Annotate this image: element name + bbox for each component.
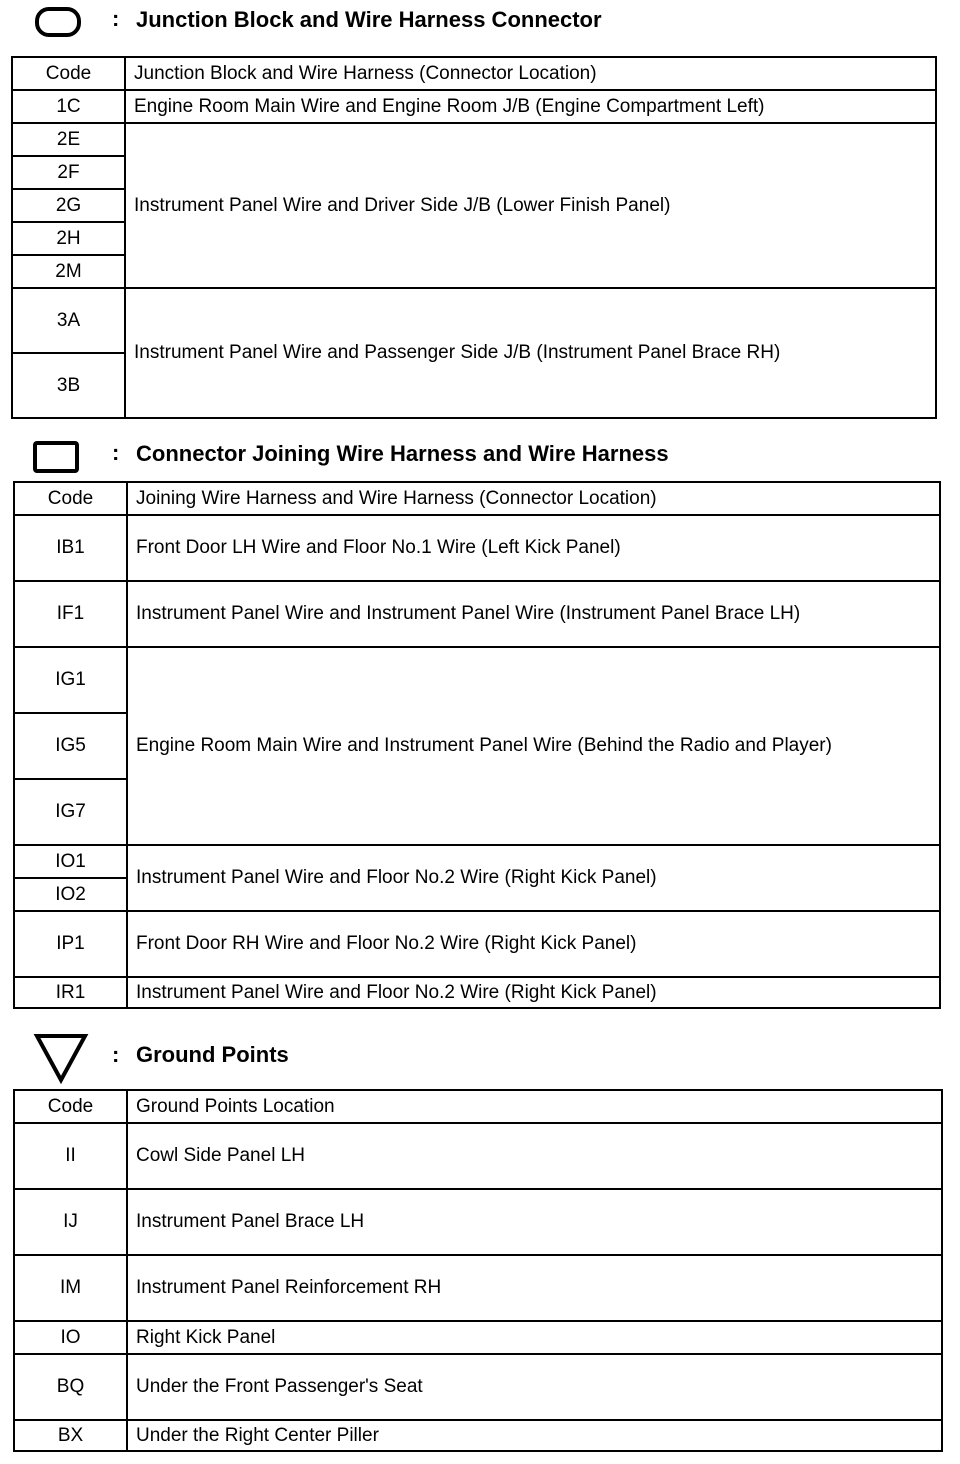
code-cell: IG1 bbox=[14, 647, 127, 713]
code-cell: 2H bbox=[12, 222, 125, 255]
ground-colon: : bbox=[112, 1042, 120, 1067]
code-cell: IO2 bbox=[14, 878, 127, 911]
table-header-row bbox=[12, 57, 936, 90]
table-row bbox=[14, 1321, 942, 1354]
location-cell: Instrument Panel Brace LH bbox=[127, 1189, 942, 1255]
location-cell: Right Kick Panel bbox=[127, 1321, 942, 1354]
location-cell: Front Door LH Wire and Floor No.1 Wire (Left Kick Panel) bbox=[127, 515, 940, 581]
connector-table bbox=[13, 481, 941, 1009]
code-cell: IM bbox=[14, 1255, 127, 1321]
table-row bbox=[14, 845, 940, 878]
location-cell: Under the Front Passenger's Seat bbox=[127, 1354, 942, 1420]
code-column-header: Code bbox=[14, 1090, 127, 1123]
table-row bbox=[14, 911, 940, 977]
code-cell: IB1 bbox=[14, 515, 127, 581]
location-cell: Engine Room Main Wire and Instrument Panel Wire (Behind the Radio and Player) bbox=[127, 647, 940, 845]
code-column-header: Code bbox=[14, 482, 127, 515]
code-cell: 2G bbox=[12, 189, 125, 222]
location-cell: Under the Right Center Piller bbox=[127, 1420, 942, 1451]
ground-table bbox=[13, 1089, 943, 1452]
table-row bbox=[12, 90, 936, 123]
table-row bbox=[12, 123, 936, 156]
rectangle-icon bbox=[32, 440, 80, 474]
location-cell: Instrument Panel Wire and Floor No.2 Wire (Right Kick Panel) bbox=[127, 977, 940, 1008]
code-cell: IG5 bbox=[14, 713, 127, 779]
table-row bbox=[14, 1354, 942, 1420]
connector-section-title: Connector Joining Wire Harness and Wire Harness bbox=[136, 441, 669, 466]
location-cell: Instrument Panel Wire and Instrument Panel Wire (Instrument Panel Brace LH) bbox=[127, 581, 940, 647]
triangle-down-icon bbox=[33, 1032, 89, 1084]
code-cell: IO1 bbox=[14, 845, 127, 878]
location-column-header: Ground Points Location bbox=[127, 1090, 942, 1123]
code-cell: 3B bbox=[12, 353, 125, 418]
location-cell: Instrument Panel Wire and Passenger Side J/B (Instrument Panel Brace RH) bbox=[125, 288, 936, 418]
junction-table bbox=[11, 56, 937, 419]
table-header-row bbox=[14, 1090, 942, 1123]
code-cell: 2F bbox=[12, 156, 125, 189]
junction-colon: : bbox=[112, 6, 120, 31]
code-cell: IP1 bbox=[14, 911, 127, 977]
rounded-rectangle-icon bbox=[34, 6, 82, 38]
table-row bbox=[12, 288, 936, 353]
table-row bbox=[14, 1255, 942, 1321]
location-cell: Instrument Panel Reinforcement RH bbox=[127, 1255, 942, 1321]
code-cell: IG7 bbox=[14, 779, 127, 845]
table-row bbox=[14, 1123, 942, 1189]
code-cell: II bbox=[14, 1123, 127, 1189]
table-row bbox=[14, 977, 940, 1008]
table-header-row bbox=[14, 482, 940, 515]
code-cell: 2E bbox=[12, 123, 125, 156]
table-row bbox=[14, 581, 940, 647]
ground-section-title: Ground Points bbox=[136, 1042, 289, 1067]
connector-colon: : bbox=[112, 440, 120, 465]
code-cell: 3A bbox=[12, 288, 125, 353]
table-row bbox=[14, 515, 940, 581]
code-cell: BX bbox=[14, 1420, 127, 1451]
location-cell: Instrument Panel Wire and Driver Side J/B (Lower Finish Panel) bbox=[125, 123, 936, 288]
location-column-header: Joining Wire Harness and Wire Harness (Connector Location) bbox=[127, 482, 940, 515]
code-cell: IO bbox=[14, 1321, 127, 1354]
table-row bbox=[14, 1420, 942, 1451]
code-column-header: Code bbox=[12, 57, 125, 90]
location-cell: Instrument Panel Wire and Floor No.2 Wire (Right Kick Panel) bbox=[127, 845, 940, 911]
location-cell: Cowl Side Panel LH bbox=[127, 1123, 942, 1189]
table-row bbox=[14, 647, 940, 713]
table-row bbox=[14, 1189, 942, 1255]
code-cell: BQ bbox=[14, 1354, 127, 1420]
junction-section-title: Junction Block and Wire Harness Connector bbox=[136, 7, 602, 32]
location-cell: Engine Room Main Wire and Engine Room J/B (Engine Compartment Left) bbox=[125, 90, 936, 123]
junction-section-header bbox=[0, 0, 960, 40]
ground-section-header bbox=[0, 1030, 960, 1070]
code-cell: IF1 bbox=[14, 581, 127, 647]
location-column-header: Junction Block and Wire Harness (Connector Location) bbox=[125, 57, 936, 90]
code-cell: 1C bbox=[12, 90, 125, 123]
code-cell: 2M bbox=[12, 255, 125, 288]
location-cell: Front Door RH Wire and Floor No.2 Wire (Right Kick Panel) bbox=[127, 911, 940, 977]
connector-section-header bbox=[0, 436, 960, 476]
code-cell: IJ bbox=[14, 1189, 127, 1255]
code-cell: IR1 bbox=[14, 977, 127, 1008]
